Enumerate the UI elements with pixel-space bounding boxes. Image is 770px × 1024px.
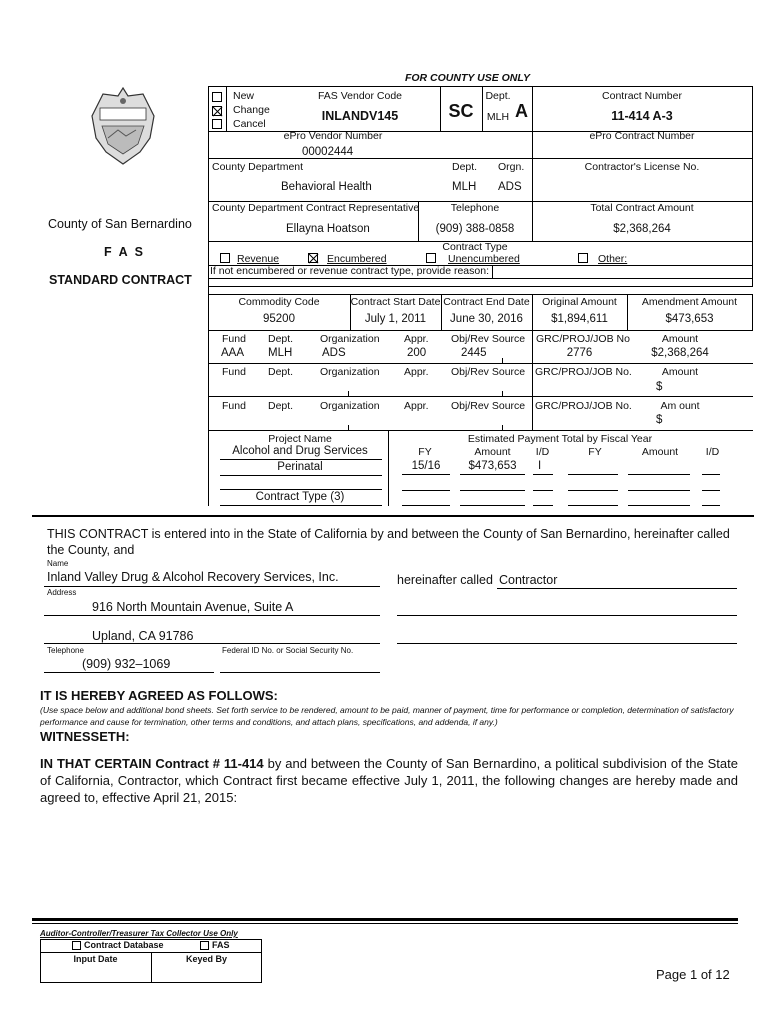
agreed-note: (Use space below and additional bond sheets. Set forth service to be rendered, amount to be paid, manner of payment, time for performance or completion, determination of satisfactory performance and cause for termination, other terms and conditions, and attach plans, specifications, and addenda, if any.) [40, 705, 734, 727]
county-department-label: County Department [212, 161, 304, 173]
new-checkbox[interactable] [212, 92, 222, 102]
fas-vendor-code-label: FAS Vendor Code [317, 90, 403, 102]
county-title: County of San Bernardino [48, 217, 192, 231]
fy1: 15/16 [411, 460, 441, 472]
federal-id-label: Federal ID No. or Social Security No. [222, 646, 354, 655]
cancel-label: Cancel [233, 118, 266, 130]
commodity-code-label: Commodity Code [238, 296, 320, 308]
amount-label: Am ount [660, 400, 700, 412]
unencumbered-checkbox[interactable] [426, 253, 436, 263]
total-amount: $2,368,264 [613, 223, 671, 235]
objrev-label: Obj/Rev Source [451, 400, 526, 412]
objrev-value: 2445 [461, 347, 487, 359]
start-date-label: Contract Start Date [350, 296, 441, 308]
amount-value: $2,368,264 [651, 347, 709, 359]
appr-label: Appr. [404, 400, 429, 412]
other-label: Other: [598, 253, 628, 265]
witnesseth: WITNESSETH: [40, 729, 130, 744]
contract-number: 11-414 A-3 [611, 109, 673, 123]
grc-value: 2776 [566, 347, 593, 359]
address-label: Address [47, 588, 77, 597]
id1: I [538, 460, 542, 472]
dept-value: MLH [486, 111, 510, 123]
original-amount-label: Original Amount [542, 296, 617, 308]
sc-code: SC [448, 101, 474, 121]
orgn-label: Orgn. [498, 161, 525, 173]
main-paragraph [40, 755, 738, 806]
reason-label: If not encumbered or revenue contract type, provide reason: [210, 265, 489, 277]
dept-label: Dept. [268, 333, 294, 345]
rep-label: County Department Contract Representative [212, 202, 420, 214]
rep-name: Ellayna Hoatson [286, 223, 370, 235]
fy-label-1: FY [418, 446, 432, 458]
objrev-label: Obj/Rev Source [451, 366, 526, 378]
epro-contract-label: ePro Contract Number [589, 130, 695, 142]
est-payment-label: Estimated Payment Total by Fiscal Year [467, 433, 653, 445]
revenue-checkbox[interactable] [220, 253, 230, 263]
organization-value: ADS [322, 347, 346, 359]
input-date-label: Input Date [73, 954, 118, 964]
dept2-label: Dept. [452, 161, 478, 173]
change-checkbox[interactable] [212, 106, 222, 116]
amount1: $473,653 [468, 460, 517, 472]
contract-database-checkbox[interactable] [72, 941, 81, 950]
fund-label: Fund [222, 333, 246, 345]
organization-label: Organization [320, 333, 380, 345]
page-number: Page 1 of 12 [656, 967, 730, 982]
telephone-body: (909) 932–1069 [82, 657, 171, 671]
start-date: July 1, 2011 [364, 313, 427, 325]
fund-value: AAA [221, 347, 245, 359]
auditor-label: Auditor-Controller/Treasurer Tax Collector Use Only [40, 929, 238, 938]
hereinafter-label: hereinafter called [397, 573, 493, 587]
appr-label: Appr. [404, 333, 429, 345]
telephone-label-body: Telephone [47, 646, 84, 655]
original-amount: $1,894,611 [551, 313, 608, 325]
fas-vendor-code: INLANDV145 [321, 109, 399, 123]
epro-vendor-label: ePro Vendor Number [283, 130, 383, 142]
project-name-1: Alcohol and Drug Services [232, 445, 368, 457]
orgn-value: ADS [498, 181, 522, 193]
for-county-use-only: FOR COUNTY USE ONLY [404, 72, 531, 84]
keyed-by-label: Keyed By [185, 954, 228, 964]
other-checkbox[interactable] [578, 253, 588, 263]
project-name-label: Project Name [268, 433, 332, 445]
main-paragraph-rest: by and between the County of San Bernardino, a political subdivision of the State of California, Contractor, which Contract first became effective July 1, 2011, the following changes are hereby made and agreed to, effective April 21, 2015: [40, 756, 738, 805]
cancel-checkbox[interactable] [212, 119, 222, 129]
dept-label: Dept. [268, 400, 294, 412]
organization-label: Organization [320, 366, 380, 378]
county-seal-logo [88, 86, 158, 166]
contract-number-label: Contract Number [602, 90, 682, 102]
amount-label-2: Amount [641, 446, 679, 458]
fund-label: Fund [222, 400, 246, 412]
address-line-1: 916 North Mountain Avenue, Suite A [92, 600, 294, 614]
contractor-label: Contractor [499, 573, 558, 587]
footer-divider [32, 918, 738, 921]
address-line-2: Upland, CA 91786 [92, 629, 194, 643]
amendment-amount: $473,653 [665, 313, 714, 325]
dept-label: Dept. [485, 90, 511, 102]
fas-title: F A S [104, 245, 146, 259]
amount-label: Amount [661, 366, 699, 378]
county-department: Behavioral Health [281, 181, 372, 193]
telephone-label: Telephone [450, 202, 500, 214]
standard-contract-title: STANDARD CONTRACT [49, 273, 192, 287]
fy-label-2: FY [588, 446, 602, 458]
project-name-2: Perinatal [277, 461, 323, 473]
a-code: A [515, 101, 528, 121]
main-paragraph-bold: IN THAT CERTAIN Contract # 11-414 [40, 756, 264, 771]
dept-label: Dept. [268, 366, 294, 378]
dept-value: MLH [268, 347, 293, 359]
change-label: Change [233, 104, 270, 116]
revenue-label: Revenue [237, 253, 280, 265]
contract-database-label: Contract Database [84, 940, 164, 950]
organization-label: Organization [320, 400, 380, 412]
id-label-1: I/D [535, 446, 550, 458]
contractor-name: Inland Valley Drug & Alcohol Recovery Services, Inc. [47, 570, 339, 584]
new-label: New [233, 90, 255, 102]
id-label-2: I/D [705, 446, 720, 458]
commodity-code: 95200 [263, 313, 295, 325]
contract-type-label: Contract Type [442, 241, 508, 253]
fas-checkbox[interactable] [200, 941, 209, 950]
dept2-value: MLH [452, 181, 477, 193]
unencumbered-label: Unencumbered [448, 253, 520, 265]
amendment-amount-label: Amendment Amount [641, 296, 738, 308]
appr-value: 200 [407, 347, 427, 359]
fas-label: FAS [212, 940, 230, 950]
amount-label: Amount [661, 333, 699, 345]
epro-vendor-number: 00002444 [302, 146, 354, 158]
end-date: June 30, 2016 [450, 313, 523, 325]
intro-text: THIS CONTRACT is entered into in the State of California by and between the County of San Bernardino, hereinafter called the County, and [47, 527, 730, 557]
total-amount-label: Total Contract Amount [590, 202, 694, 214]
encumbered-label: Encumbered [327, 253, 387, 265]
amount-dollar: $ [656, 381, 663, 393]
grc-label: GRC/PROJ/JOB No. [535, 366, 632, 378]
encumbered-checkbox[interactable] [308, 253, 318, 263]
amount-dollar: $ [656, 414, 663, 426]
fund-label: Fund [222, 366, 246, 378]
appr-label: Appr. [404, 366, 429, 378]
end-date-label: Contract End Date [443, 296, 530, 308]
grc-label: GRC/PROJ/JOB No [536, 333, 630, 345]
name-label: Name [47, 559, 69, 568]
section-divider [32, 515, 754, 517]
agreed-heading: IT IS HEREBY AGREED AS FOLLOWS: [40, 688, 278, 703]
grc-label: GRC/PROJ/JOB No. [535, 400, 632, 412]
telephone-value: (909) 388-0858 [435, 223, 515, 235]
objrev-label: Obj/Rev Source [451, 333, 526, 345]
contract-type-3: Contract Type (3) [255, 491, 345, 503]
amount-label-1: Amount [474, 446, 511, 458]
contractor-license-label: Contractor's License No. [584, 161, 700, 173]
